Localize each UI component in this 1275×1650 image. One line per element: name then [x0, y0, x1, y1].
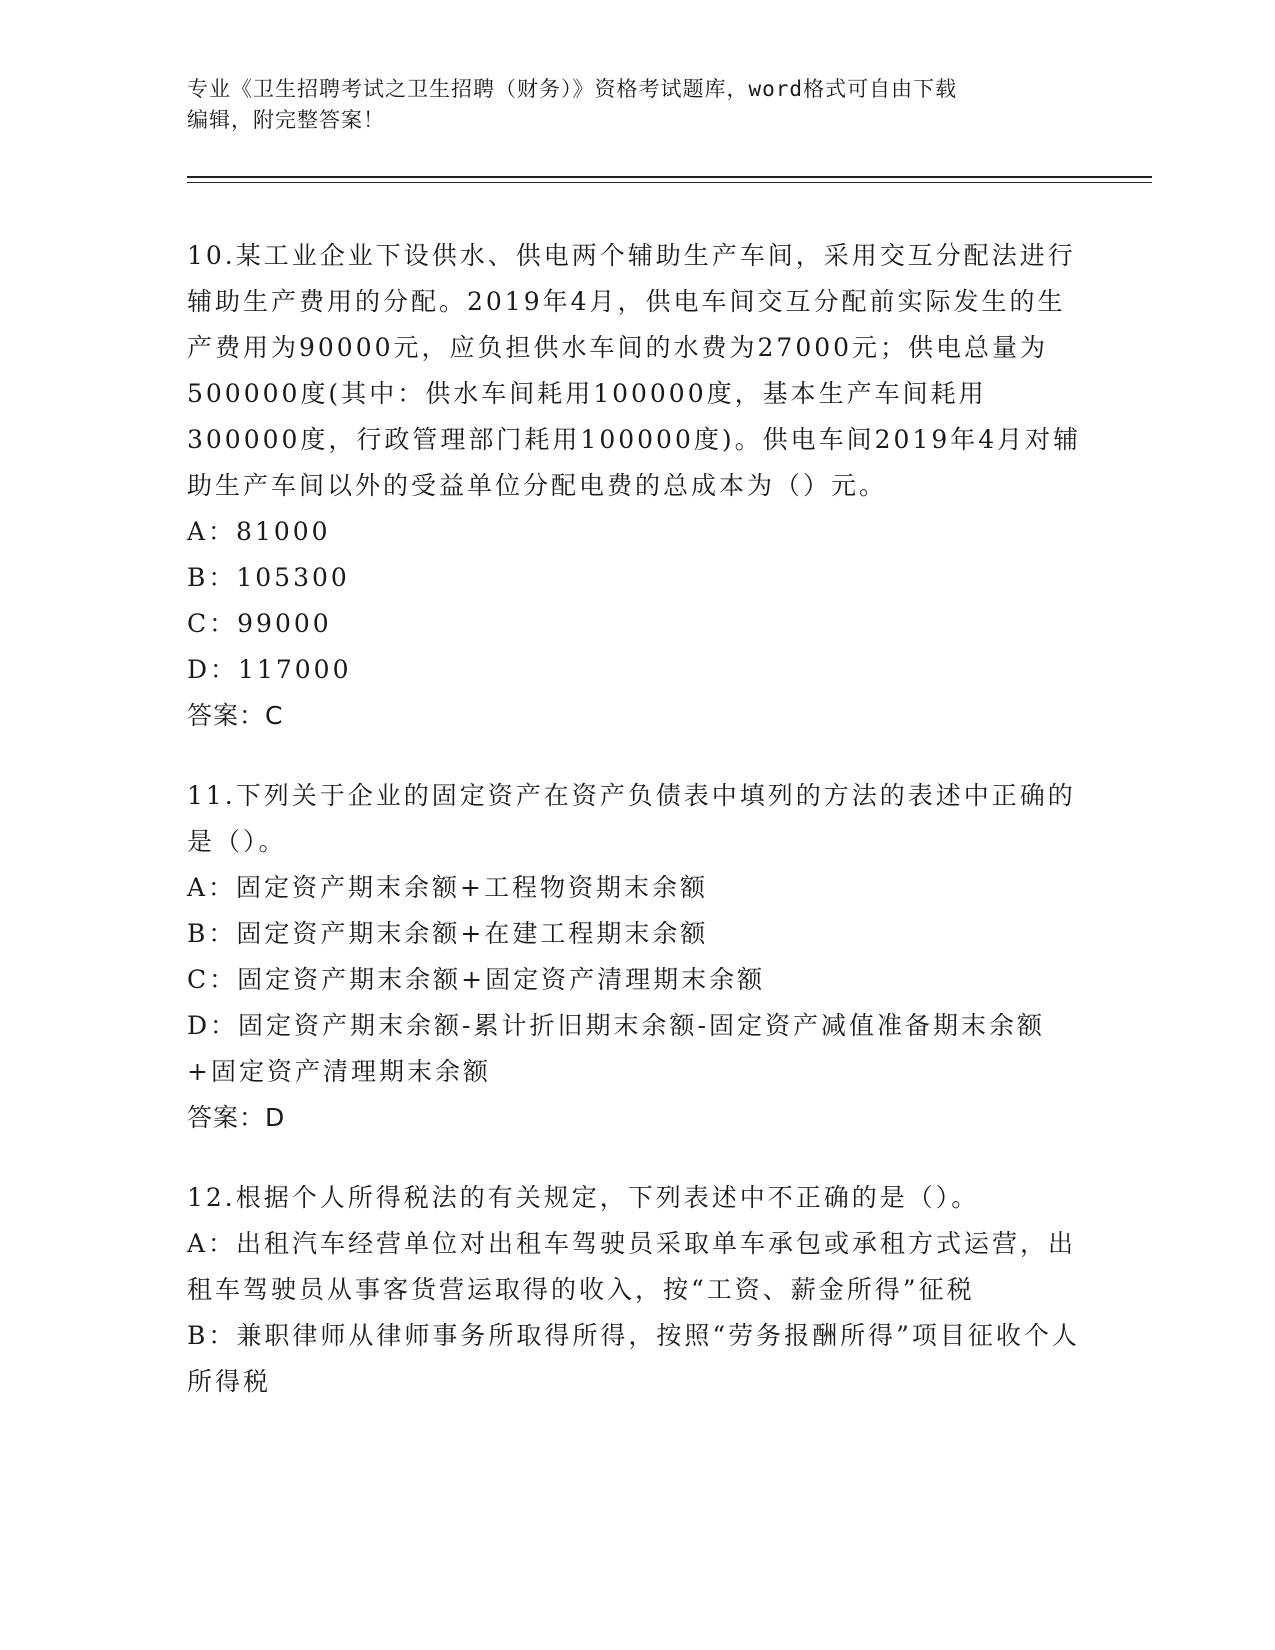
header-line-2: 编辑，附完整答案！	[187, 108, 385, 132]
option-b: B：105300	[187, 563, 350, 592]
option-b: B：兼职律师从律师事务所取得所得，按照“劳务报酬所得”项目征收个人所得税	[187, 1321, 1080, 1396]
page-header	[187, 74, 1087, 136]
question-12	[187, 1175, 1092, 1405]
option-a: A：81000	[187, 517, 331, 546]
option-c: C：99000	[187, 609, 332, 638]
question-text: 10.某工业企业下设供水、供电两个辅助生产车间，采用交互分配法进行辅助生产费用的分配。2019年4月，供电车间交互分配前实际发生的生产费用为90000元，应负担供水车间的水费为27000元；供电总量为500000度(其中：供水车间耗用100000度，基本生产车间耗用300000度，行政管理部门耗用100000度)。供电车间2019年4月对辅助生产车间以外的受益单位分配电费的总成本为（）元。	[187, 241, 1082, 500]
question-text: 11.下列关于企业的固定资产在资产负债表中填列的方法的表述中正确的是（）。	[187, 781, 1076, 856]
header-rule-thick	[187, 176, 1152, 178]
question-text: 12.根据个人所得税法的有关规定，下列表述中不正确的是（）。	[187, 1183, 980, 1212]
question-list	[187, 233, 1092, 1439]
answer: 答案：C	[187, 701, 284, 730]
option-b: B：固定资产期末余额+在建工程期末余额	[187, 919, 709, 948]
option-c: C：固定资产期末余额+固定资产清理期末余额	[187, 965, 766, 994]
option-d: D：117000	[187, 655, 352, 684]
option-a: A：固定资产期末余额+工程物资期末余额	[187, 873, 709, 902]
header-line-1: 专业《卫生招聘考试之卫生招聘（财务）》资格考试题库，word格式可自由下载	[187, 77, 958, 101]
option-a: A：出租汽车经营单位对出租车驾驶员采取单车承包或承租方式运营，出租车驾驶员从事客货营运取得的收入，按“工资、薪金所得”征税	[187, 1229, 1077, 1304]
question-10	[187, 233, 1092, 739]
question-11	[187, 773, 1092, 1141]
header-rule-thin	[187, 182, 1152, 183]
answer: 答案：D	[187, 1103, 286, 1132]
option-d: D：固定资产期末余额-累计折旧期末余额-固定资产减值准备期末余额+固定资产清理期末余额	[187, 1011, 1045, 1086]
